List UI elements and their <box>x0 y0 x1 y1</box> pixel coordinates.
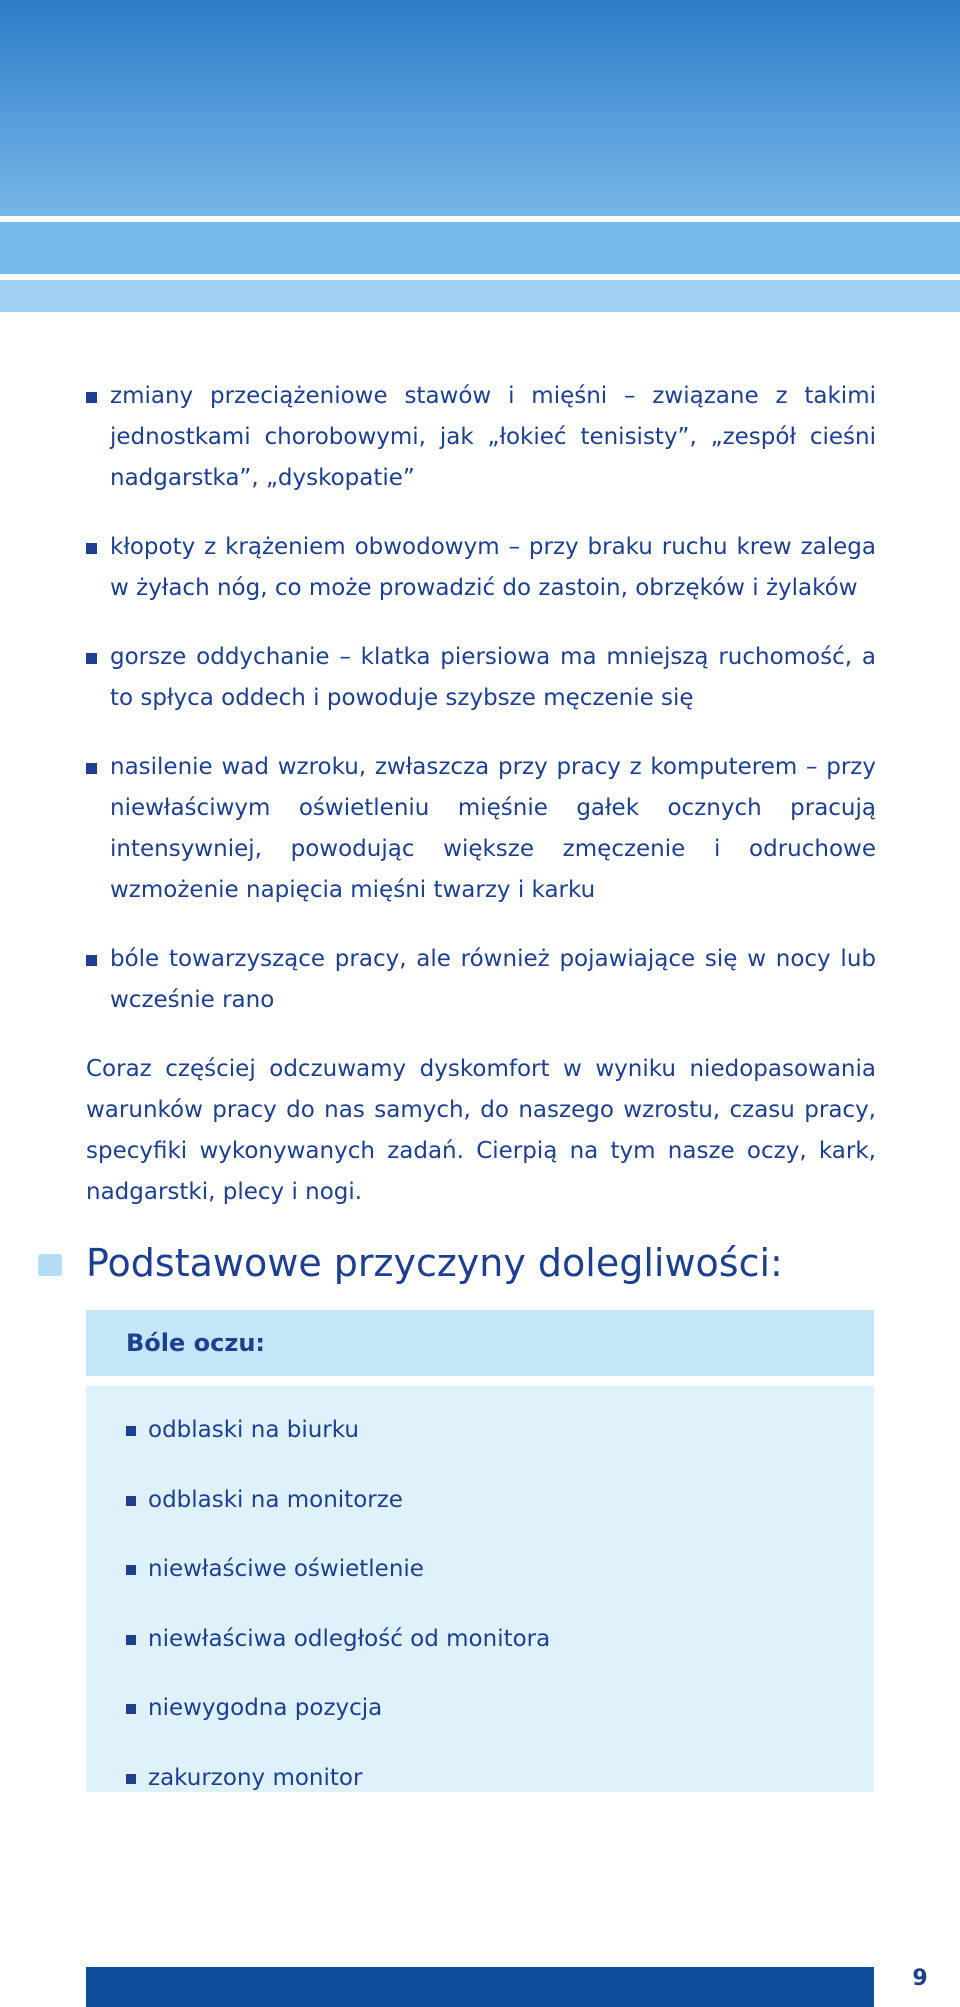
square-bullet-icon <box>86 955 97 966</box>
body-paragraph: Coraz częściej odczuwamy dyskomfort w wyniku niedopasowania warunków pracy do nas samych, do naszego wzrostu, czasu pracy, specyfiki wykonywanych zadań. Cierpią na tym nasze oczy, kark, nadgarstki, plecy i nogi. <box>86 1056 876 1205</box>
list-item <box>126 1619 550 1660</box>
list-item-text: nasilenie wad wzroku, zwłaszcza przy pracy z komputerem – przy niewłaściwym oświetleniu mięśnie gałek ocznych pracują intensywniej, powodując większe zmęczenie i odruchowe wzmożenie napięcia mięśni twarzy i karku <box>110 754 876 903</box>
list-item-text: bóle towarzyszące pracy, ale również pojawiające się w nocy lub wcześnie rano <box>110 946 876 1013</box>
list-item <box>126 1688 550 1729</box>
list-item <box>126 1758 550 1799</box>
box-header-label: Bóle oczu: <box>126 1329 266 1357</box>
list-item <box>126 1549 550 1590</box>
list-item-text: kłopoty z krążeniem obwodowym – przy braku ruchu krew zalega w żyłach nóg, co może prowadzić do zastoin, obrzęków i żylaków <box>110 534 876 601</box>
list-item-text: odblaski na biurku <box>148 1417 359 1443</box>
page-number: 9 <box>912 1966 928 1991</box>
list-item-text: niewłaściwa odległość od monitora <box>148 1625 551 1652</box>
list-item-text: odblaski na monitorze <box>148 1486 403 1513</box>
header-stripe <box>0 222 960 274</box>
list-item <box>86 376 876 499</box>
list-item-text: niewygodna pozycja <box>148 1695 383 1722</box>
square-bullet-icon <box>126 1704 136 1714</box>
box-body <box>86 1386 874 1792</box>
list-item-text: gorsze oddychanie – klatka piersiowa ma mniejszą ruchomość, a to spłyca oddech i powoduje szybsze męczenie się <box>110 644 876 711</box>
list-item <box>86 637 876 719</box>
list-item <box>86 747 876 911</box>
square-bullet-icon <box>126 1496 136 1506</box>
section-marker-icon <box>38 1254 62 1276</box>
symptom-list <box>86 376 876 1021</box>
square-bullet-icon <box>126 1426 136 1436</box>
list-item <box>86 527 876 609</box>
square-bullet-icon <box>86 543 97 554</box>
list-item-text: zakurzony monitor <box>148 1764 363 1791</box>
square-bullet-icon <box>86 392 97 403</box>
list-item <box>126 1480 550 1521</box>
header-banner <box>0 0 960 216</box>
footer-bar <box>86 1967 874 2007</box>
section-title: Podstawowe przyczyny dolegliwości: <box>86 1241 783 1285</box>
square-bullet-icon <box>86 653 97 664</box>
box-header <box>86 1310 874 1376</box>
square-bullet-icon <box>126 1774 136 1784</box>
list-item-text: zmiany przeciążeniowe stawów i mięśni – związane z takimi jednostkami chorobowymi, jak „łokieć tenisisty”, „zespół cieśni nadgarstka”, „dyskopatie” <box>110 383 876 491</box>
list-item-text: niewłaściwe oświetlenie <box>148 1556 424 1583</box>
main-content <box>86 376 876 1213</box>
list-item <box>126 1410 550 1451</box>
cause-list <box>126 1410 550 1828</box>
square-bullet-icon <box>86 763 97 774</box>
square-bullet-icon <box>126 1635 136 1645</box>
header-stripe-light <box>0 280 960 312</box>
list-item <box>86 939 876 1021</box>
square-bullet-icon <box>126 1565 136 1575</box>
